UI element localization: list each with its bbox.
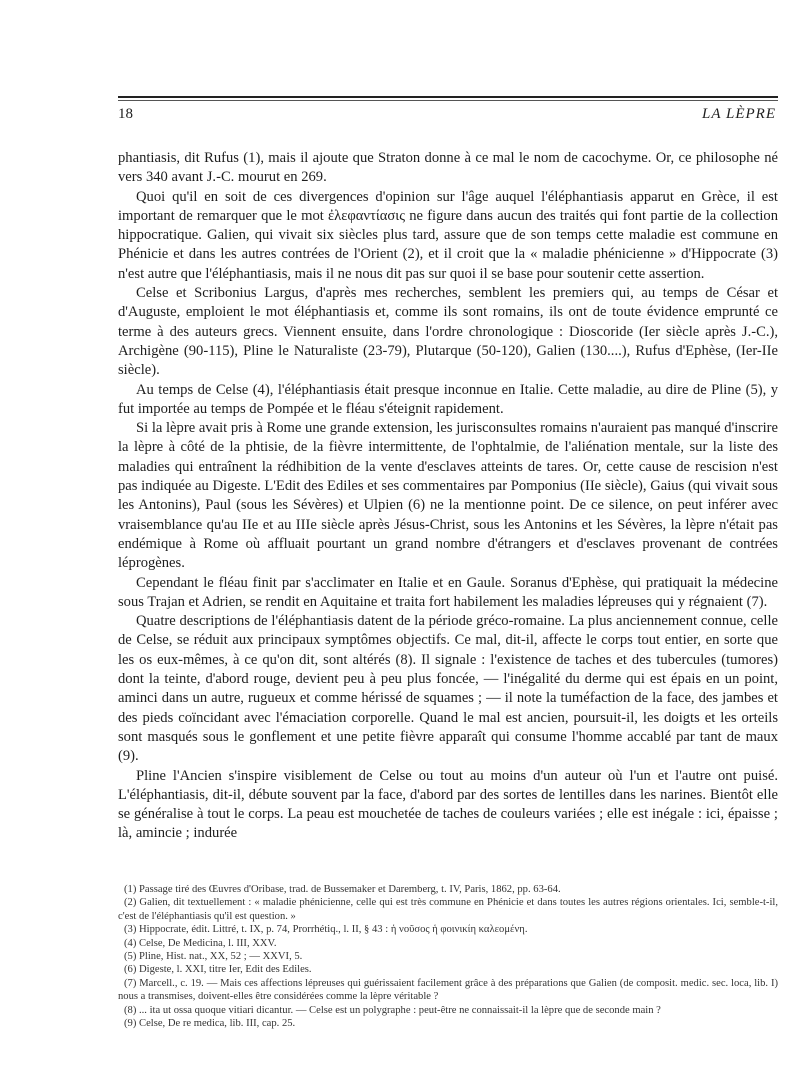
page-number: 18 xyxy=(118,106,133,122)
footnote-6: (6) Digeste, l. XXI, titre Ier, Edit des Ediles. xyxy=(124,964,312,976)
header-rule-thin xyxy=(118,100,778,101)
footnote-7: (7) Marcell., c. 19. — Mais ces affections lépreuses qui guérissaient facilement grâce à des préparations que Galien (de composit. medic. sec. loca, lib. I) nous a transmises, doivent-elles être considérées comme la lèpre véritable ? xyxy=(118,977,778,1003)
footnote-9: (9) Celse, De re medica, lib. III, cap. 25. xyxy=(124,1018,296,1030)
running-title: LA LÈPRE xyxy=(702,106,776,122)
paragraph-8: Pline l'Ancien s'inspire visiblement de Celse ou tout au moins d'un auteur où l'un et l'autre ont puisé. L'éléphantiasis, dit-il, débute souvent par la face, d'abord par des sortes de lentilles dans les narines. Bientôt elle se généralise à tout le corps. La peau est mouchetée de taches de couleurs variées ; elle est inégale : ici, épaisse ; là, amincie ; indurée xyxy=(118,767,778,842)
paragraph-2: Quoi qu'il en soit de ces divergences d'opinion sur l'âge auquel l'éléphantiasis apparut en Grèce, il est important de remarquer que le mot ἐλεφαντίασις ne figure dans aucun des traités qui font partie de la collection hippocratique. Galien, qui vivait six siècles plus tard, assure que de son temps cette maladie est commune en Phénicie et dans les autres contrées de l'Orient (2), et il croit que la « maladie phénicienne » d'Hippocrate (3) n'est autre que l'éléphantiasis, mais il ne nous dit pas sur quoi il se base pour soutenir cette assertion. xyxy=(118,188,778,282)
footnote-3: (3) Hippocrate, édit. Littré, t. IX, p. 74, Prorrhétiq., l. II, § 43 : ἡ νοῦσος ἡ φοινικίη καλεομένη. xyxy=(124,924,528,936)
footnote-2: (2) Galien, dit textuellement : « maladie phénicienne, celle qui est très commune en Phénicie et dans toutes les autres régions orientales. Ici, semble-t-il, c'est de l'éléphantiasis qu'il est question. » xyxy=(118,897,778,922)
footnote-4: (4) Celse, De Medicina, l. III, XXV. xyxy=(124,937,277,949)
paragraph-1: phantiasis, dit Rufus (1), mais il ajoute que Straton donne à ce mal le nom de cacochyme. Or, ce philosophe né vers 340 avant J.-C. mourut en 269. xyxy=(118,150,778,186)
paragraph-3: Celse et Scribonius Largus, d'après mes recherches, semblent les premiers qui, au temps de César et d'Auguste, emploient le mot éléphantiasis et, comme ils sont romains, ils ont de toute évidence emprunté ce terme à des auteurs grecs. Viennent ensuite, dans l'ordre chronologique : Dioscoride (Ier siècle après J.-C.), Archigène (90-115), Pline le Naturaliste (23-79), Plutarque (50-120), Galien (130....), Rufus d'Ephèse, (Ier-IIe siècle). xyxy=(118,285,778,379)
footnote-8: (8) ... ita ut ossa quoque vitiari dicantur. — Celse est un polygraphe : peut-être ne connaissait-il la lèpre que de seconde main ? xyxy=(124,1004,661,1016)
footnotes xyxy=(118,883,778,1030)
paragraph-7: Quatre descriptions de l'éléphantiasis datent de la période gréco-romaine. La plus anciennement connue, celle de Celse, se réduit aux principaux symptômes objectifs. Ce mal, dit-il, affecte le corps tout entier, en sorte que les os eux-mêmes, à ce qu'on dit, sont altérés (8). Il signale : l'existence de taches et des tubercules (tumores) dont la teinte, d'abord rouge, devient peu à peu plus foncée, — l'inégalité du derme qui est épais en un point, aminci dans un autre, rugueux et comme hérissé de squames ; — il note la tuméfaction de la face, des jambes et des pieds coïncidant avec l'émaciation corporelle. Quand le mal est ancien, poursuit-il, les doigts et les orteils sont masqués sous le gonflement et une petite fièvre apparaît qui consume l'homme accablé par tant de maux (9). xyxy=(118,613,778,765)
paragraph-4: Au temps de Celse (4), l'éléphantiasis était presque inconnue en Italie. Cette maladie, au dire de Pline (5), y fut importée au temps de Pompée et le fléau s'éteignit rapidement. xyxy=(118,381,778,417)
paragraph-6: Cependant le fléau finit par s'acclimater en Italie et en Gaule. Soranus d'Ephèse, qui pratiquait la médecine sous Trajan et Adrien, se rendit en Aquitaine et traita fort habilement les maladies lépreuses qui y régnaient (7). xyxy=(118,574,778,610)
footnote-1: (1) Passage tiré des Œuvres d'Oribase, trad. de Bussemaker et Daremberg, t. IV, Paris, 1862, pp. 63-64. xyxy=(124,884,561,895)
header-rule xyxy=(118,96,778,98)
body-text xyxy=(118,149,778,844)
page-header xyxy=(118,104,778,130)
paragraph-5: Si la lèpre avait pris à Rome une grande extension, les jurisconsultes romains n'auraient pas manqué d'inscrire la lèpre à côté de la phtisie, de la fièvre intermittente, de l'ophtalmie, de l'aliénation mentale, sur la liste des maladies qui entraînent la rédhibition de la vente d'esclaves atteints de tares. Or, cette cause de rescision n'est pas indiquée au Digeste. L'Edit des Ediles et ses commentaires par Pomponius (IIe siècle), Gaius (qui vivait sous les Antonins), Paul (sous les Sévères) et Ulpien (6) ne la mentionne point. De ce silence, on peut inférer avec vraisemblance qu'au IIe et au IIIe siècle après Jésus-Christ, sous les Antonins et les Sévères, la lèpre n'était pas endémique à Rome où affluait pourtant un grand nombre d'étrangers et d'esclaves provenant de contrées léprogènes. xyxy=(118,420,778,572)
footnote-5: (5) Pline, Hist. nat., XX, 52 ; — XXVI, 5. xyxy=(124,951,303,963)
